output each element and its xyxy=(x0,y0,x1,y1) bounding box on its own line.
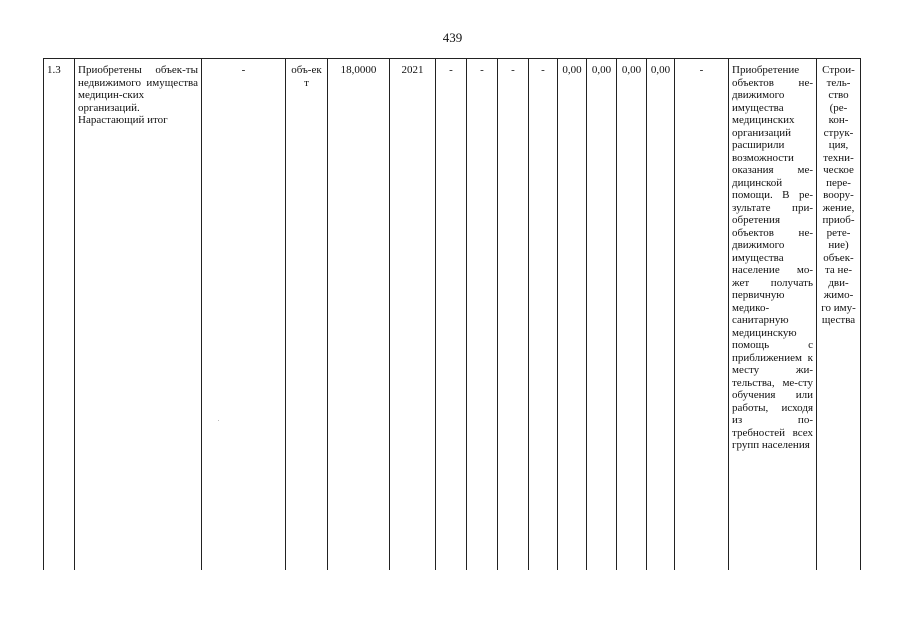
row-dash-cell: - xyxy=(498,59,529,571)
row-amount: 0,00 xyxy=(587,59,617,571)
row-dash-cell: - xyxy=(436,59,467,571)
row-dash-cell: - xyxy=(675,59,729,571)
row-dash-cell: - xyxy=(529,59,558,571)
row-index: 1.3 xyxy=(44,59,75,571)
row-value: 18,0000 xyxy=(328,59,390,571)
row-name: Приобретены объек-ты недвижимого имущества медицин-ских организаций. Нарастающий итог xyxy=(75,59,202,571)
row-dash-cell: - xyxy=(467,59,498,571)
row-amount: 0,00 xyxy=(647,59,675,571)
row-year: 2021 xyxy=(390,59,436,571)
row-activity: Строи- тель- ство (ре- кон- струк- ция, техни- ческое пере- воору- жение, приоб- рете- ние) объек- та не- дви- жимо- го иму- щества xyxy=(817,59,861,571)
row-unit: объ-ект xyxy=(286,59,328,571)
page-number: 439 xyxy=(442,30,463,45)
data-table xyxy=(43,58,861,570)
table-row xyxy=(44,59,861,571)
row-result: Приобретение объектов не-движимого имущества медицинских организаций расширили возможности оказания ме-дицинской помощи. В ре-зультате при-обретения объектов не-движимого имущества население мо-жет получать первичную медико-санитарную медицинскую помощь с приближением к месту жи-тельства, ме-сту обучения или работы, исходя из по-требностей всех групп населения xyxy=(729,59,817,571)
row-amount: 0,00 xyxy=(558,59,587,571)
row-amount: 0,00 xyxy=(617,59,647,571)
row-dash-cell: - xyxy=(202,59,286,571)
